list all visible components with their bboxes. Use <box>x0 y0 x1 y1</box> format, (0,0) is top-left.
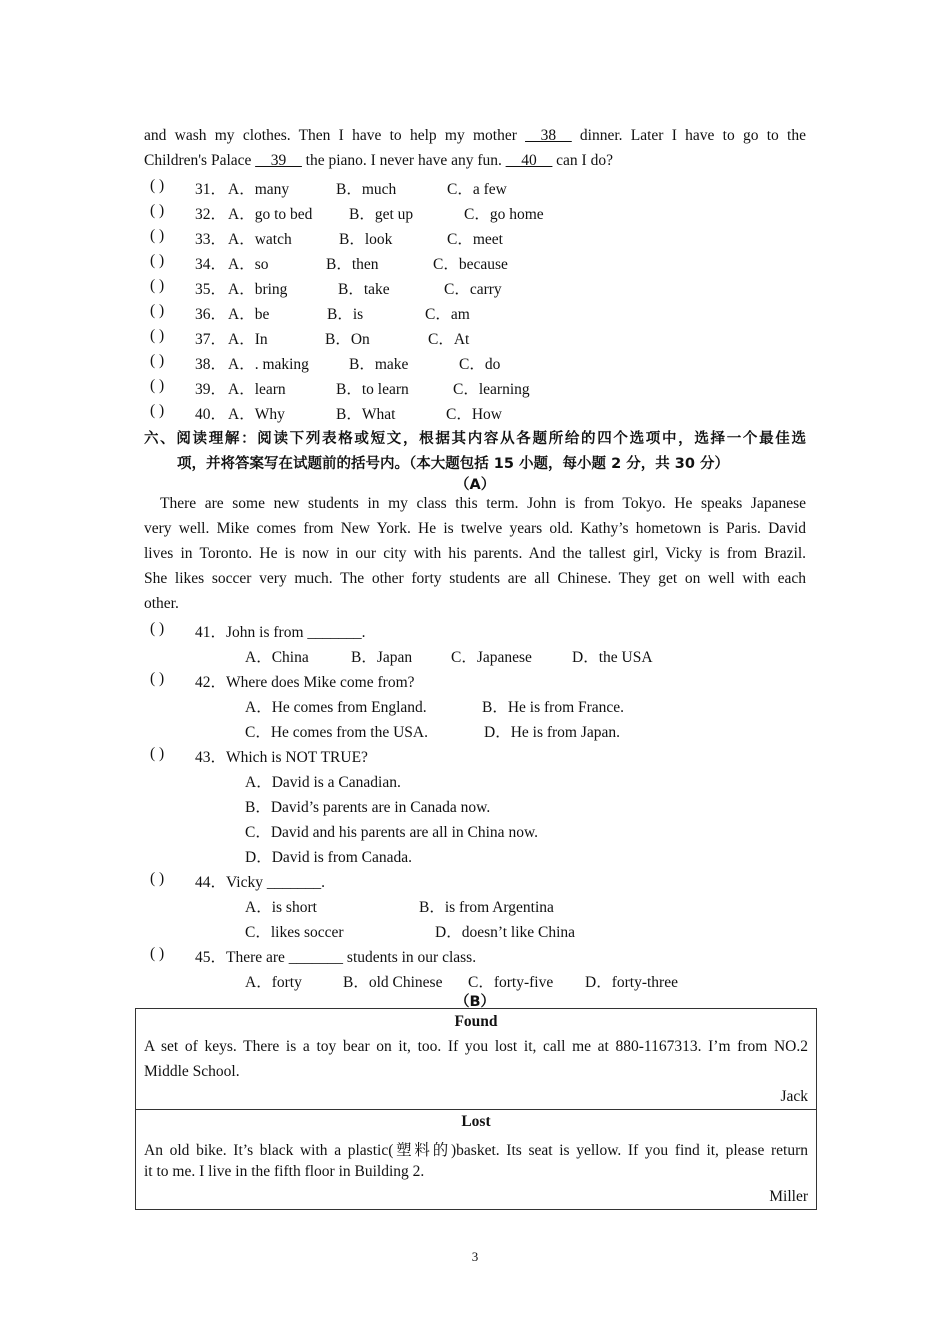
table-divider <box>136 1109 816 1110</box>
option-b: B．get up <box>349 206 414 223</box>
answer-bracket[interactable]: ( ) <box>150 945 165 962</box>
blank-40: __40__ <box>505 152 553 169</box>
option-c: C．forty-five <box>468 974 554 991</box>
lost-line-1: An old bike. It’s black with a plastic(塑料的)basket. Its seat is yellow. If you find it, please return <box>144 1142 808 1159</box>
option-a: A．go to bed <box>228 206 313 223</box>
option-b: B．much <box>336 181 397 198</box>
page-number: 3 <box>471 1249 479 1264</box>
option-b: B．Japan <box>351 649 413 666</box>
passage-line-2: very well. Mike comes from New York. He is twelve years old. Kathy’s hometown is Paris. David <box>144 520 806 537</box>
option-b: B．old Chinese <box>343 974 443 991</box>
passage-line-5: other. <box>144 595 179 612</box>
answer-bracket[interactable]: ( ) <box>150 670 165 687</box>
section-heading-line-1: 六、阅读理解：阅读下列表格或短文，根据其内容从各题所给的四个选项中，选择一个最佳选 <box>144 431 806 447</box>
option-c: C．learning <box>453 381 530 398</box>
option-c: C．He comes from the USA. <box>245 724 428 741</box>
answer-bracket[interactable]: ( ) <box>150 227 165 244</box>
option-c: C．likes soccer <box>245 924 344 941</box>
lost-line-2: it to me. I live in the fifth floor in Building 2. <box>144 1163 425 1180</box>
option-b: B．is from Argentina <box>419 899 554 916</box>
option-a: A．He comes from England. <box>245 699 427 716</box>
option-c: C．because <box>433 256 508 273</box>
option-c: C．am <box>425 306 470 323</box>
answer-bracket[interactable]: ( ) <box>150 277 165 294</box>
part-a-label: （A） <box>455 477 496 493</box>
option-c: C．carry <box>444 281 502 298</box>
question-stem: 41．John is from _______. <box>195 624 366 641</box>
option-d: D．doesn’t like China <box>435 924 576 941</box>
blank-38: __38__ <box>525 127 572 144</box>
answer-bracket[interactable]: ( ) <box>150 745 165 762</box>
option-a: A．bring <box>228 281 288 298</box>
answer-bracket[interactable]: ( ) <box>150 302 165 319</box>
answer-bracket[interactable]: ( ) <box>150 202 165 219</box>
answer-bracket[interactable]: ( ) <box>150 352 165 369</box>
passage-line-3: lives in Toronto. He is now in our city with his parents. And the tallest girl, Vicky is from Brazil. <box>144 545 806 562</box>
option-b: B．is <box>327 306 364 323</box>
option-b: B．make <box>349 356 409 373</box>
exam-page: and wash my clothes. Then I have to help my mother __38__ dinner. Later I have to go to the Children's Palace __39__ the piano. I never have any fun. __40__ can I do? ( ) 31． A．many B．much C．a few ( ) 32． A．go to bed B．get up C．go home ( ) 33． A．watch B．look C．meet ( ) 34． A．so B．then C．because ( ) 35． A．bring B．take C．carry ( ) 36． A．be B．is C．am ( ) 37． A．In B．On C．At ( ) 38． A．. making B．make C．do ( ) 39． A．learn B．to learn C．learning ( ) 40． A．Why B．What C．How 六、阅读理解：阅读下列表格或短文，根据其内容从各题所给的四个选项中，选择一个最佳选 项，并将答案写在试题前的括号内。（本大题包括 15 小题，每小题 2 分，共 30 分） （A） There are some new students in my class this term. John is from Tokyo. He speaks Japanese very well. Mike comes from New York. He is twelve years old. Kathy’s hometown is Paris. David lives in Toronto. He is now in our city with his parents. And the tallest girl, Vicky is from Brazil. She likes soccer very much. The other forty students are all Chinese. They get on well with each other. ( ) 41．John is from _______. A．China B．Japan C．Japanese D．the USA ( ) 42．Where does Mike come from? A．He comes from England. B．He is from France. C．He comes from the USA. D．He is from Japan. ( ) 43．Which is NOT TRUE? A．David is a Canadian. B．David’s parents are in Canada now. C．David and his parents are all in China now. D．David is from Canada. ( ) 44．Vicky _______. A．is short B．is from Argentina C．likes soccer D．doesn’t like China ( ) 45．There are _______ students in our class. A．forty B．old Chinese C．forty-five D．forty-three （B） Found A set of keys. There is a toy bear on it, too. If you lost it, call me at 880-1167313. I’m from NO.2 Middle School. Jack Lost An old bike. It’s black with a plastic(塑料的)basket. Its seat is yellow. If you find it, please return it to me. I live in the fifth floor in Building 2. Miller 3 <box>0 0 950 1344</box>
question-stem: 42．Where does Mike come from? <box>195 674 415 691</box>
lost-signature: Miller <box>769 1188 808 1205</box>
question-stem: 44．Vicky _______. <box>195 874 325 891</box>
option-d: D．the USA <box>572 649 653 666</box>
option-c: C．Japanese <box>451 649 532 666</box>
option-b: B．take <box>338 281 390 298</box>
option-a: A．watch <box>228 231 292 248</box>
answer-bracket[interactable]: ( ) <box>150 177 165 194</box>
answer-bracket[interactable]: ( ) <box>150 402 165 419</box>
option-c: C．How <box>446 406 502 423</box>
option-d: D．David is from Canada. <box>245 849 413 866</box>
option-a: A．. making <box>228 356 309 373</box>
option-a: A．so <box>228 256 269 273</box>
option-a: A．In <box>228 331 268 348</box>
option-c: C．At <box>428 331 470 348</box>
answer-bracket[interactable]: ( ) <box>150 327 165 344</box>
option-b: B．On <box>325 331 370 348</box>
answer-bracket[interactable]: ( ) <box>150 870 165 887</box>
cloze-line-1: and wash my clothes. Then I have to help my mother __38__ dinner. Later I have to go to the <box>144 127 806 144</box>
found-signature: Jack <box>780 1088 808 1105</box>
answer-bracket[interactable]: ( ) <box>150 252 165 269</box>
option-c: C．David and his parents are all in China now. <box>245 824 539 841</box>
option-a: A．David is a Canadian. <box>245 774 401 791</box>
option-b: B．What <box>336 406 396 423</box>
cloze-line-2: Children's Palace __39__ the piano. I never have any fun. __40__ can I do? <box>144 152 613 169</box>
notices-table <box>135 1008 817 1210</box>
option-a: A．many <box>228 181 290 198</box>
option-b: B．to learn <box>336 381 409 398</box>
answer-bracket[interactable]: ( ) <box>150 620 165 637</box>
part-b-label: （B） <box>455 994 496 1010</box>
option-a: A．forty <box>245 974 302 991</box>
option-b: B．David’s parents are in Canada now. <box>245 799 491 816</box>
option-b: B．then <box>326 256 379 273</box>
question-stem: 43．Which is NOT TRUE? <box>195 749 368 766</box>
option-c: C．go home <box>464 206 544 223</box>
option-a: A．be <box>228 306 270 323</box>
option-a: A．is short <box>245 899 317 916</box>
passage-line-1: There are some new students in my class this term. John is from Tokyo. He speaks Japanese <box>160 495 806 512</box>
option-a: A．Why <box>228 406 285 423</box>
found-line-1: A set of keys. There is a toy bear on it, too. If you lost it, call me at 880-1167313. I’m from NO.2 <box>144 1038 808 1055</box>
blank-39: __39__ <box>255 152 302 169</box>
option-d: D．forty-three <box>585 974 678 991</box>
option-d: D．He is from Japan. <box>484 724 621 741</box>
lost-title: Lost <box>461 1113 491 1130</box>
found-title: Found <box>454 1013 498 1030</box>
question-stem: 45．There are _______ students in our class. <box>195 949 477 966</box>
section-heading-line-2: 项，并将答案写在试题前的括号内。（本大题包括 15 小题，每小题 2 分，共 30 分） <box>177 456 729 472</box>
answer-bracket[interactable]: ( ) <box>150 377 165 394</box>
passage-line-4: She likes soccer very much. The other forty students are all Chinese. They get on well with each <box>144 570 806 587</box>
option-a: A．China <box>245 649 309 666</box>
option-a: A．learn <box>228 381 286 398</box>
option-c: C．meet <box>447 231 503 248</box>
found-line-2: Middle School. <box>144 1063 240 1080</box>
option-b: B．He is from France. <box>482 699 625 716</box>
option-b: B．look <box>339 231 393 248</box>
option-c: C．a few <box>447 181 507 198</box>
option-c: C．do <box>459 356 501 373</box>
